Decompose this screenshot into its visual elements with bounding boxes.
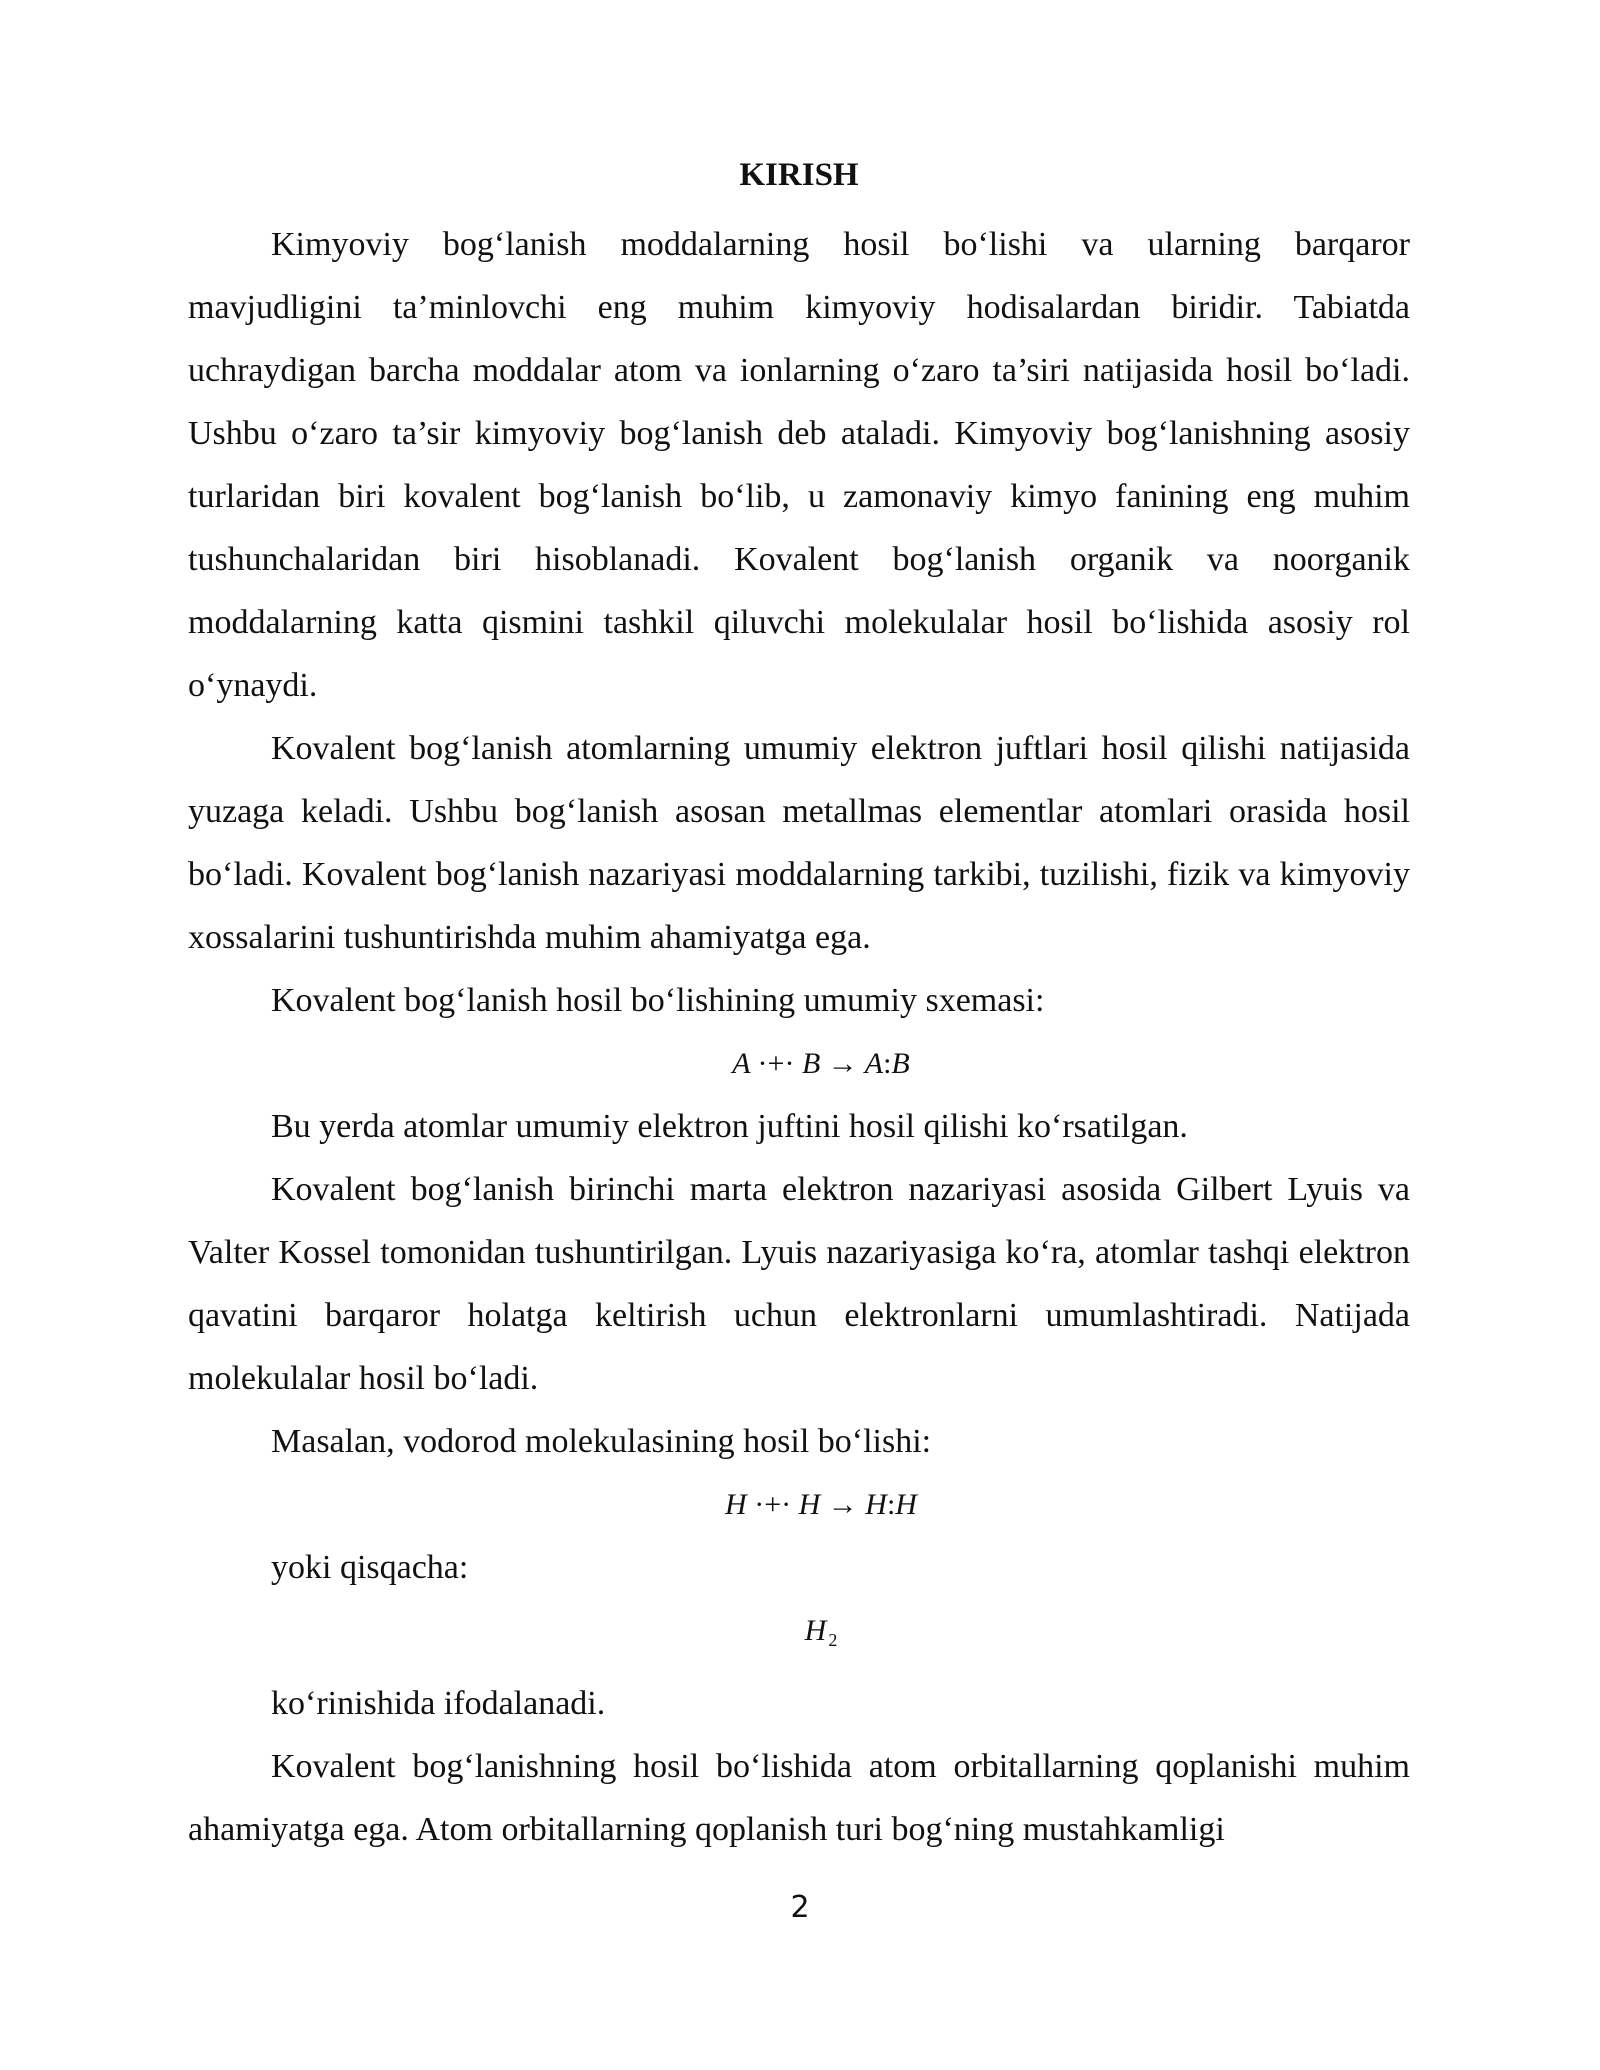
formula-h2-symbol: H — [804, 1614, 827, 1647]
formula-h2-subscript: 2 — [828, 1630, 838, 1650]
paragraph-intro: Kimyoviy bog‘lanish moddalarning hosil bo‘lishi va ularning barqaror mavjudligini ta’minlovchi eng muhim kimyoviy hodisalardan biridir. Tabiatda uchraydigan barcha moddalar atom va ionlarning o‘zaro ta’siri natijasida hosil bo‘ladi. Ushbu o‘zaro ta’sir kimyoviy bog‘lanish deb ataladi. Kimyoviy bog‘lanishning asosiy turlaridan biri kovalent bog‘lanish bo‘lib, u zamonaviy kimyo fanining eng muhim tushunchalaridan biri hisoblanadi. Kovalent bog‘lanish organik va noorganik moddalarning katta qismini tashkil qiluvchi molekulalar hosil bo‘lishida asosiy rol o‘ynaydi. — [188, 226, 1410, 704]
formula-atom-b: B — [801, 1047, 821, 1080]
paragraph-general-scheme-intro: Kovalent bog‘lanish hosil bo‘lishining umumiy sxemasi: — [271, 982, 1045, 1019]
formula-arrow: → — [827, 1488, 858, 1521]
section-heading: KIRISH — [739, 157, 859, 193]
formula-dot-plus-dot: ·+· — [754, 1488, 792, 1521]
formula-h2 — [188, 1599, 1410, 1672]
document-page — [188, 150, 1410, 1861]
paragraph-short-form: yoki qisqacha: — [271, 1549, 469, 1586]
formula-hydrogen-atom-right: H — [798, 1488, 821, 1521]
formula-product-h-right: H — [895, 1488, 917, 1521]
paragraph-orbital-overlap: Kovalent bog‘lanishning hosil bo‘lishida atom orbitallarning qoplanishi muhim ahamiyatga ega. Atom orbitallarning qoplanish turi bog‘ning mustahkamligi — [188, 1748, 1410, 1848]
paragraph-hydrogen-example: Masalan, vodorod molekulasining hosil bo‘lishi: — [271, 1423, 932, 1460]
page-number: 2 — [790, 1890, 810, 1925]
formula-atom-a: A — [732, 1047, 751, 1080]
formula-shared-pair: : — [886, 1488, 896, 1521]
formula-arrow: → — [827, 1047, 858, 1080]
formula-product-b: B — [891, 1047, 910, 1080]
formula-hydrogen-atom-left: H — [725, 1488, 747, 1521]
formula-hydrogen-molecule — [188, 1473, 1410, 1536]
paragraph-expressed: ko‘rinishida ifodalanadi. — [271, 1685, 606, 1722]
formula-dot-plus-dot: ·+· — [757, 1047, 795, 1080]
paragraph-covalent-definition: Kovalent bog‘lanish atomlarning umumiy elektron juftlari hosil qilishi natijasida yuzaga keladi. Ushbu bog‘lanish asosan metallmas elementlar atomlari orasida hosil bo‘ladi. Kovalent bog‘lanish nazariyasi moddalarning tarkibi, tuzilishi, fizik va kimyoviy xossalarini tushuntirishda muhim ahamiyatga ega. — [188, 730, 1410, 956]
formula-general-scheme — [188, 1032, 1410, 1095]
formula-shared-pair: : — [883, 1047, 892, 1080]
formula-product-a: A — [864, 1047, 884, 1080]
formula-product-h-left: H — [865, 1488, 887, 1521]
paragraph-lewis-kossel: Kovalent bog‘lanish birinchi marta elektron nazariyasi asosida Gilbert Lyuis va Valter Kossel tomonidan tushuntirilgan. Lyuis nazariyasiga ko‘ra, atomlar tashqi elektron qavatini barqaror holatga keltirish uchun elektronlarni umumlashtiradi. Natijada molekulalar hosil bo‘ladi. — [188, 1171, 1410, 1397]
paragraph-scheme-explanation: Bu yerda atomlar umumiy elektron juftini hosil qilishi ko‘rsatilgan. — [271, 1108, 1188, 1145]
